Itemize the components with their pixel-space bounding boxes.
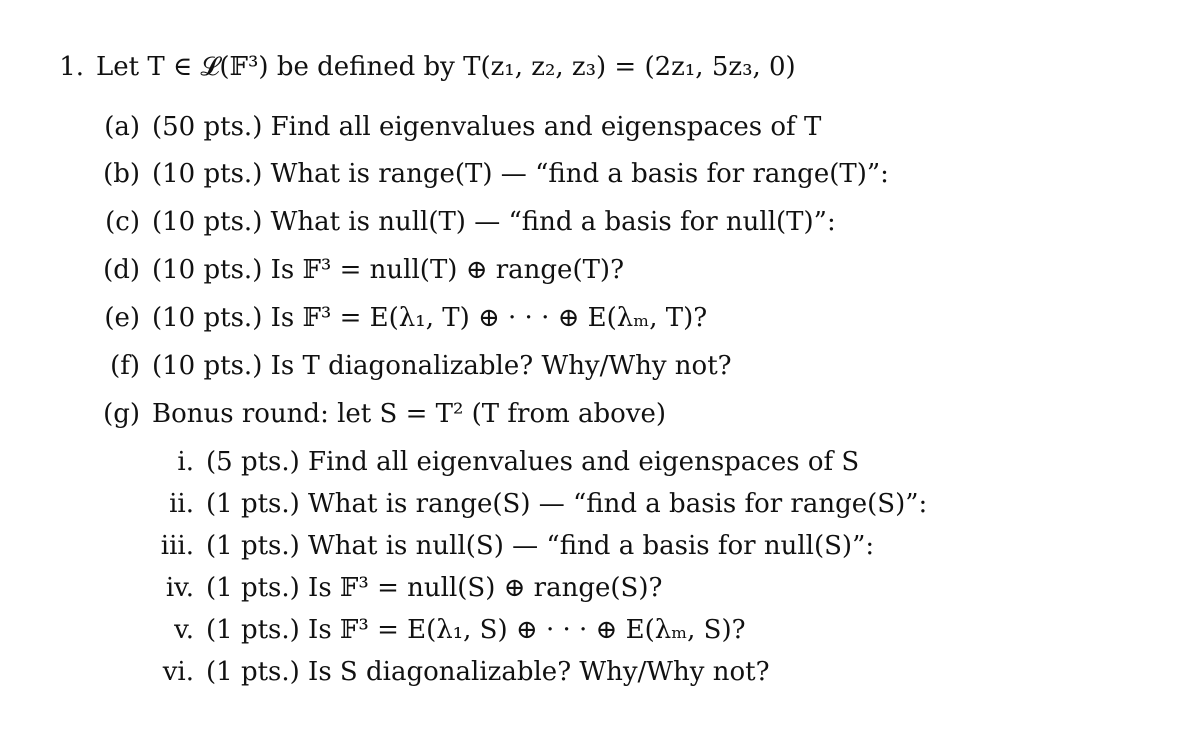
- subpart-text: (1 pts.) Is 𝔽³ = null(S) ⊕ range(S)?: [206, 573, 663, 603]
- subpart-iii: [150, 530, 874, 562]
- problem-statement: Let T ∈ 𝓛(𝔽³) be defined by T(z₁, z₂, z₃) = (2z₁, 5z₃, 0): [96, 52, 796, 82]
- part-label: (f): [110, 351, 140, 381]
- problem-number: 1.: [59, 52, 84, 82]
- subpart-vi: [150, 656, 770, 688]
- subpart-label: vi.: [162, 657, 194, 687]
- part-text: (10 pts.) Is 𝔽³ = E(λ₁, T) ⊕ · · · ⊕ E(λₘ, T)?: [152, 303, 708, 333]
- part-label: (c): [105, 207, 140, 237]
- subpart-label: i.: [177, 447, 194, 477]
- part-text: (10 pts.) Is T diagonalizable? Why/Why not?: [152, 351, 732, 381]
- part-text: (10 pts.) Is 𝔽³ = null(T) ⊕ range(T)?: [152, 255, 625, 285]
- subpart-text: (5 pts.) Find all eigenvalues and eigenspaces of S: [206, 447, 860, 477]
- part-a: [98, 111, 821, 143]
- subpart-label: iii.: [160, 531, 194, 561]
- subpart-text: (1 pts.) Is S diagonalizable? Why/Why not?: [206, 657, 770, 687]
- part-text: (10 pts.) What is null(T) — “find a basis for null(T)”:: [152, 207, 836, 237]
- part-label: (b): [103, 159, 140, 189]
- part-f: [98, 350, 732, 382]
- part-b: [98, 158, 889, 190]
- subpart-iv: [150, 572, 662, 604]
- part-g: [98, 398, 666, 430]
- subpart-text: (1 pts.) Is 𝔽³ = E(λ₁, S) ⊕ · · · ⊕ E(λₘ, S)?: [206, 615, 746, 645]
- part-label: (e): [104, 303, 140, 333]
- subpart-ii: [150, 488, 927, 520]
- subpart-text: (1 pts.) What is range(S) — “find a basis for range(S)”:: [206, 489, 928, 519]
- subpart-label: v.: [174, 615, 194, 645]
- part-label: (a): [104, 112, 140, 142]
- problem-header: [50, 51, 796, 83]
- subpart-label: iv.: [165, 573, 194, 603]
- part-label: (g): [103, 399, 140, 429]
- part-label: (d): [103, 255, 140, 285]
- part-e: [98, 302, 707, 334]
- part-text: (50 pts.) Find all eigenvalues and eigenspaces of T: [152, 112, 822, 142]
- part-text: (10 pts.) What is range(T) — “find a basis for range(T)”:: [152, 159, 889, 189]
- subpart-v: [150, 614, 746, 646]
- part-c: [98, 206, 836, 238]
- part-text: Bonus round: let S = T² (T from above): [152, 399, 667, 429]
- subpart-label: ii.: [169, 489, 194, 519]
- subpart-text: (1 pts.) What is null(S) — “find a basis for null(S)”:: [206, 531, 875, 561]
- part-d: [98, 254, 624, 286]
- subpart-i: [150, 446, 859, 478]
